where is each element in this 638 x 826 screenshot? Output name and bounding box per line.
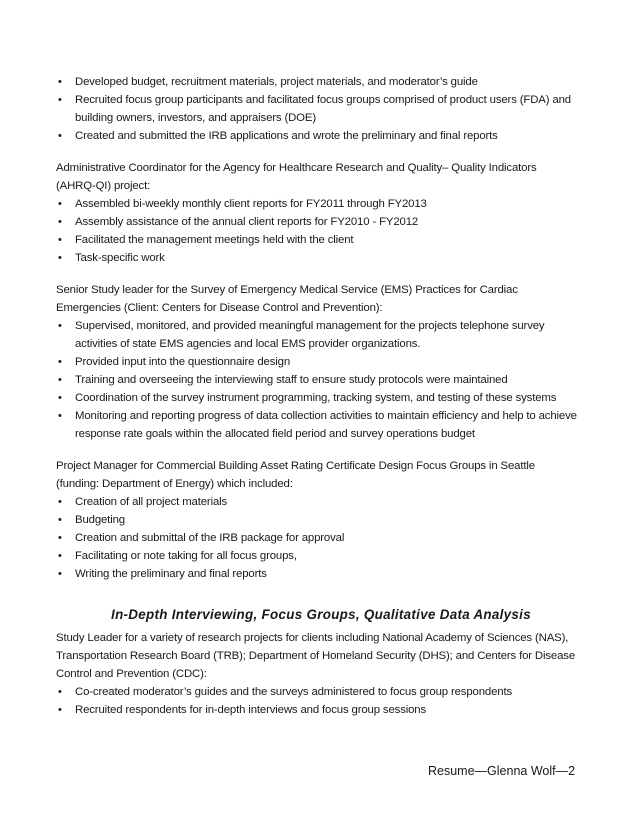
list-item: • Facilitating or note taking for all focus groups, [56, 547, 586, 565]
pm-bullet-list [56, 493, 586, 583]
list-item: • Created and submitted the IRB applications and wrote the preliminary and final reports [56, 127, 586, 145]
ahrq-bullet-list [56, 195, 586, 267]
list-item: • Co-created moderator’s guides and the surveys administered to focus group respondents [56, 683, 586, 701]
top-bullet-list [56, 73, 586, 145]
section-project-manager [56, 457, 586, 583]
section-intro-line: Administrative Coordinator for the Agency for Healthcare Research and Quality– Quality Indicators [56, 162, 537, 174]
bullet-icon: • [58, 356, 62, 368]
bullet-icon: • [58, 252, 62, 264]
bullet-icon: • [58, 216, 62, 228]
list-item: • Recruited focus group participants and facilitated focus groups comprised of product users (FDA) and building owners, investors, and appraisers (DOE) [56, 91, 586, 127]
bullet-icon: • [58, 76, 62, 88]
list-item: • Creation of all project materials [56, 493, 586, 511]
section-intro-line: Study Leader for a variety of research projects for clients including National Academy of Sciences (NAS), [56, 632, 569, 644]
bullet-icon: • [58, 568, 62, 580]
list-item: • Training and overseeing the interviewing staff to ensure study protocols were maintained [56, 371, 586, 389]
bullet-icon: • [58, 392, 62, 404]
resume-page [56, 73, 586, 719]
list-item: • Budgeting [56, 511, 586, 529]
list-item: • Writing the preliminary and final reports [56, 565, 586, 583]
list-item: • Task-specific work [56, 249, 586, 267]
section-heading: In-Depth Interviewing, Focus Groups, Qualitative Data Analysis [111, 607, 531, 622]
list-item: • Facilitated the management meetings held with the client [56, 231, 586, 249]
list-item: • Coordination of the survey instrument programming, tracking system, and testing of these systems [56, 389, 586, 407]
section-study-leader [56, 629, 586, 719]
page-footer: Resume—Glenna Wolf—2 [428, 764, 576, 778]
bullet-icon: • [58, 496, 62, 508]
section-ahrq [56, 159, 586, 267]
bullet-icon: • [58, 374, 62, 386]
bullet-icon: • [58, 550, 62, 562]
bullet-icon: • [58, 532, 62, 544]
bullet-icon: • [58, 410, 62, 422]
list-item: • Provided input into the questionnaire design [56, 353, 586, 371]
bullet-icon: • [58, 234, 62, 246]
list-item: • Developed budget, recruitment materials, project materials, and moderator’s guide [56, 73, 586, 91]
section-intro-line: Senior Study leader for the Survey of Emergency Medical Service (EMS) Practices for Cardiac [56, 284, 518, 296]
section-ems [56, 281, 586, 443]
list-item: • Recruited respondents for in-depth interviews and focus group sessions [56, 701, 586, 719]
list-item: • Assembled bi-weekly monthly client reports for FY2011 through FY2013 [56, 195, 586, 213]
section-intro-line: Emergencies (Client: Centers for Disease Control and Prevention): [56, 302, 383, 314]
study-bullet-list [56, 683, 586, 719]
section-intro-line: (AHRQ-QI) project: [56, 180, 151, 192]
bullet-icon: • [58, 320, 62, 332]
bullet-icon: • [58, 704, 62, 716]
list-item: • Monitoring and reporting progress of data collection activities to maintain efficiency and help to achieve response rate goals within the allocated field period and survey operations budget [56, 407, 586, 443]
ems-bullet-list [56, 317, 586, 443]
bullet-icon: • [58, 198, 62, 210]
section-intro-line: (funding: Department of Energy) which included: [56, 478, 293, 490]
section-intro-line: Control and Prevention (CDC): [56, 668, 207, 680]
bullet-icon: • [58, 94, 62, 106]
bullet-icon: • [58, 130, 62, 142]
bullet-icon: • [58, 514, 62, 526]
list-item: • Supervised, monitored, and provided meaningful management for the projects telephone survey activities of state EMS agencies and local EMS provider organizations. [56, 317, 586, 353]
section-intro-line: Transportation Research Board (TRB); Department of Homeland Security (DHS); and Centers for Disease [56, 650, 576, 662]
bullet-icon: • [58, 686, 62, 698]
list-item: • Assembly assistance of the annual client reports for FY2010 - FY2012 [56, 213, 586, 231]
list-item: • Creation and submittal of the IRB package for approval [56, 529, 586, 547]
section-intro-line: Project Manager for Commercial Building Asset Rating Certificate Design Focus Groups in Seattle [56, 460, 535, 472]
